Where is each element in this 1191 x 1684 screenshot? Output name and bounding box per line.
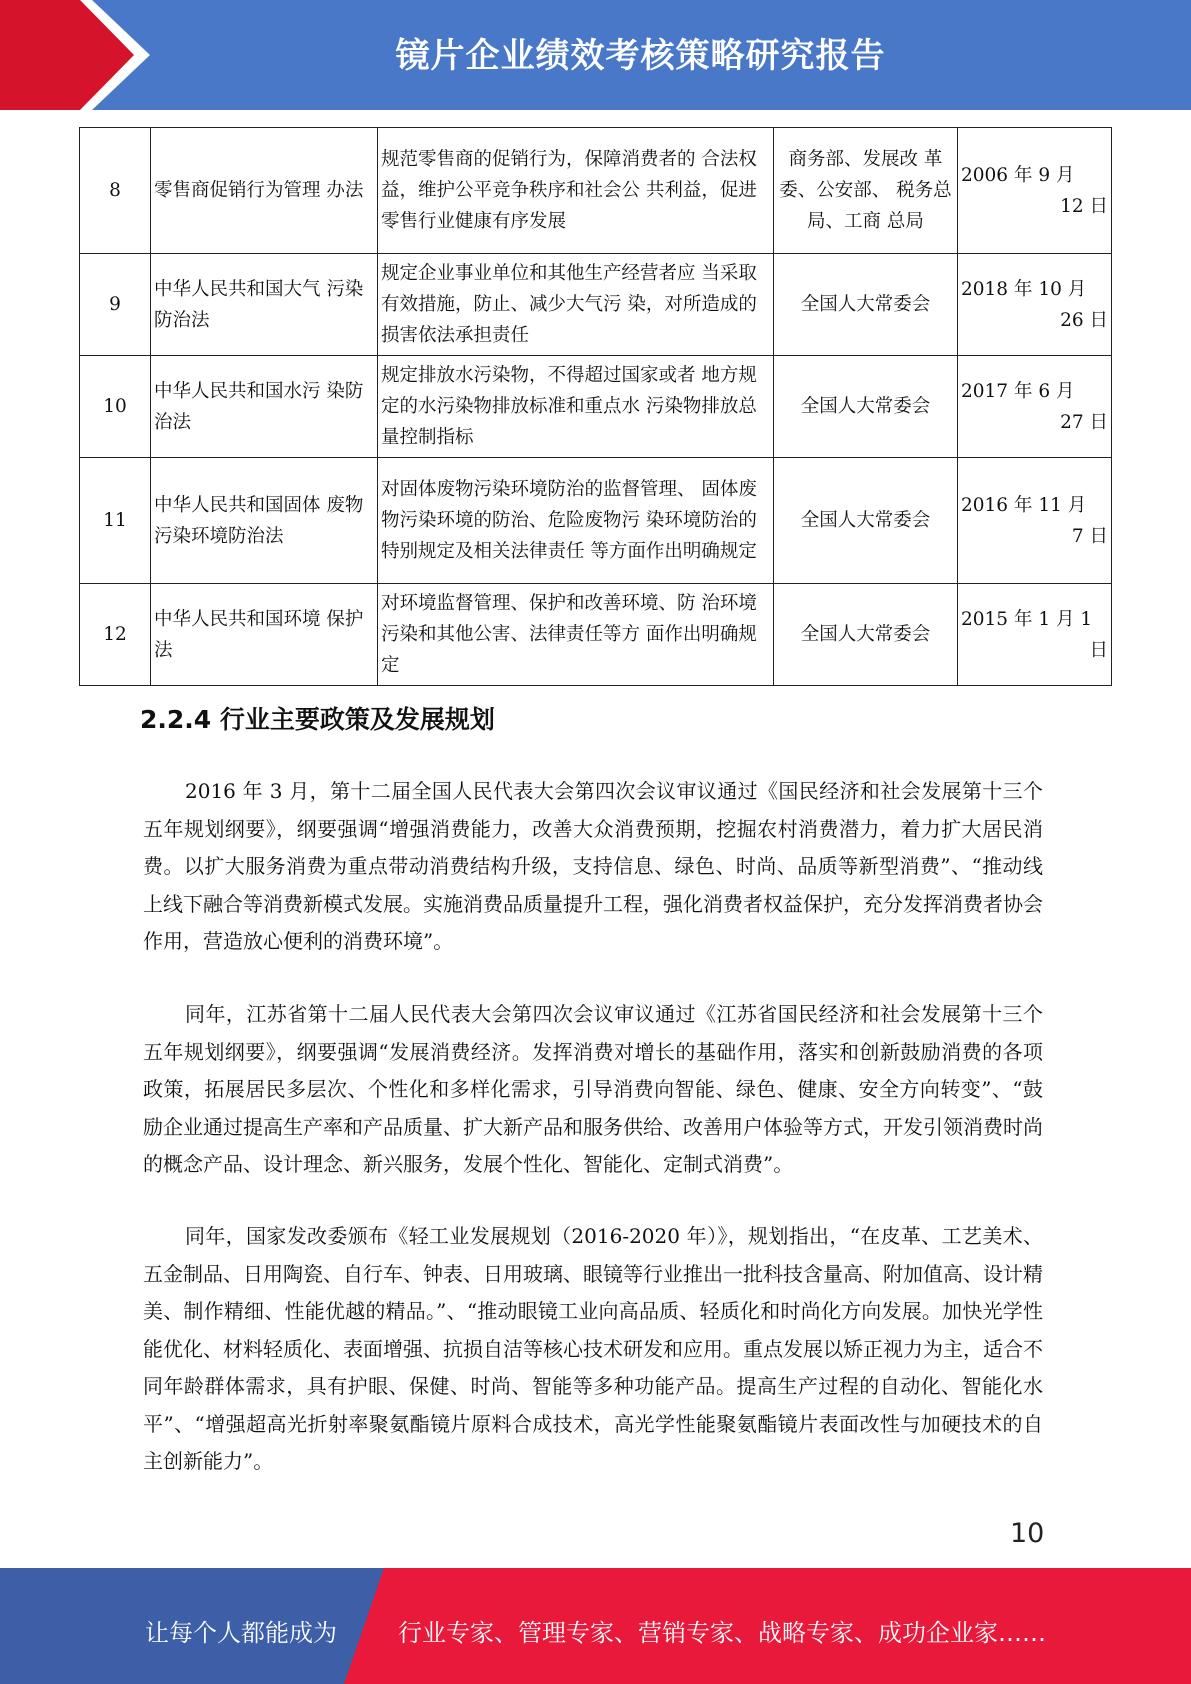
- issue-date-line1: 2018 年 10 月: [961, 278, 1087, 300]
- issue-date-line1: 2015 年 1 月 1: [961, 608, 1093, 630]
- law-name: 零售商促销行为管理 办法: [151, 128, 378, 254]
- issue-date: [958, 356, 1112, 458]
- page-footer: [0, 1568, 1191, 1684]
- issue-date-line1: 2006 年 9 月: [961, 164, 1075, 186]
- issue-date-line1: 2016 年 11 月: [961, 494, 1087, 516]
- row-number: 12: [80, 584, 151, 686]
- issue-date: [958, 254, 1112, 356]
- issue-date-line2: 日: [1089, 639, 1108, 661]
- report-title: 镜片企业绩效考核策略研究报告: [395, 36, 886, 76]
- issuing-department: 全国人大常委会: [774, 458, 958, 584]
- laws-table: [79, 127, 1112, 686]
- law-name: 中华人民共和国环境 保护法: [151, 584, 378, 686]
- page-number: 10: [1010, 1518, 1045, 1549]
- issue-date: [958, 458, 1112, 584]
- issuing-department: 全国人大常委会: [774, 584, 958, 686]
- paragraph-2: 同年，江苏省第十二届人民代表大会第四次会议审议通过《江苏省国民经济和社会发展第十三个五年规划纲要》，纲要强调“发展消费经济。发挥消费对增长的基础作用，落实和创新鼓励消费的各项政策，拓展居民多层次、个性化和多样化需求，引导消费向智能、绿色、健康、安全方向转变”、“鼓励企业通过提高生产率和产品质量、扩大新产品和服务供给、改善用户体验等方式，开发引领消费时尚的概念产品、设计理念、新兴服务，发展个性化、智能化、定制式消费”。: [143, 1002, 1043, 1176]
- paragraph-1: 2016 年 3 月，第十二届全国人民代表大会第四次会议审议通过《国民经济和社会发展第十三个五年规划纲要》，纲要强调“增强消费能力，改善大众消费预期，挖掘农村消费潜力，着力扩大居民消费。以扩大服务消费为重点带动消费结构升级，支持信息、绿色、时尚、品质等新型消费”、“推动线上线下融合等消费新模式发展。实施消费品质量提升工程，强化消费者权益保护，充分发挥消费者协会作用，营造放心便利的消费环境”。: [143, 779, 1043, 953]
- table-row: [80, 584, 1112, 686]
- law-content: 规范零售商的促销行为，保障消费者的 合法权益，维护公平竞争秩序和社会公 共利益，促进零售行业健康有序发展: [378, 128, 774, 254]
- law-content: 对环境监督管理、保护和改善环境、防 治环境污染和其他公害、法律责任等方 面作出明确规定: [378, 584, 774, 686]
- issue-date-line2: 27 日: [1060, 411, 1108, 433]
- issue-date-line2: 7 日: [1071, 525, 1108, 547]
- issue-date: [958, 584, 1112, 686]
- row-number: 9: [80, 254, 151, 356]
- row-number: 10: [80, 356, 151, 458]
- page-header: [0, 0, 1191, 110]
- law-content: 规定企业事业单位和其他生产经营者应 当采取有效措施，防止、减少大气污 染，对所造成的损害依法承担责任: [378, 254, 774, 356]
- table-row: [80, 458, 1112, 584]
- table-row: [80, 356, 1112, 458]
- row-number: 8: [80, 128, 151, 254]
- footer-slogan-right: 行业专家、管理专家、营销专家、战略专家、成功企业家……: [398, 1619, 1046, 1647]
- issue-date-line2: 12 日: [1060, 195, 1108, 217]
- paragraph-3: 同年，国家发改委颁布《轻工业发展规划（2016-2020 年）》，规划指出，“在皮革、工艺美术、五金制品、日用陶瓷、自行车、钟表、日用玻璃、眼镜等行业推出一批科技含量高、附加值高、设计精美、制作精细、性能优越的精品。”、“推动眼镜工业向高品质、轻质化和时尚化方向发展。加快光学性能优化、材料轻质化、表面增强、抗损自洁等核心技术研发和应用。重点发展以矫正视力为主，适合不同年龄群体需求，具有护眼、保健、时尚、智能等多种功能产品。提高生产过程的自动化、智能化水平”、“增强超高光折射率聚氨酯镜片原料合成技术，高光学性能聚氨酯镜片表面改性与加硬技术的自主创新能力”。: [143, 1224, 1043, 1473]
- issue-date-line1: 2017 年 6 月: [961, 380, 1075, 402]
- section-heading: 2.2.4 行业主要政策及发展规划: [140, 705, 495, 734]
- footer-slogan-left: 让每个人都能成为: [145, 1619, 337, 1647]
- issue-date-line2: 26 日: [1060, 309, 1108, 331]
- row-number: 11: [80, 458, 151, 584]
- issuing-department: 全国人大常委会: [774, 254, 958, 356]
- issuing-department: 全国人大常委会: [774, 356, 958, 458]
- law-name: 中华人民共和国大气 污染防治法: [151, 254, 378, 356]
- table-row: [80, 254, 1112, 356]
- law-content: 规定排放水污染物，不得超过国家或者 地方规定的水污染物排放标准和重点水 污染物排放总量控制指标: [378, 356, 774, 458]
- law-content: 对固体废物污染环境防治的监督管理、 固体废物污染环境的防治、危险废物污 染环境防治的特别规定及相关法律责任 等方面作出明确规定: [378, 458, 774, 584]
- issuing-department: 商务部、发展改 革委、公安部、 税务总局、工商 总局: [774, 128, 958, 254]
- table-row: [80, 128, 1112, 254]
- issue-date: [958, 128, 1112, 254]
- law-name: 中华人民共和国水污 染防治法: [151, 356, 378, 458]
- law-name: 中华人民共和国固体 废物污染环境防治法: [151, 458, 378, 584]
